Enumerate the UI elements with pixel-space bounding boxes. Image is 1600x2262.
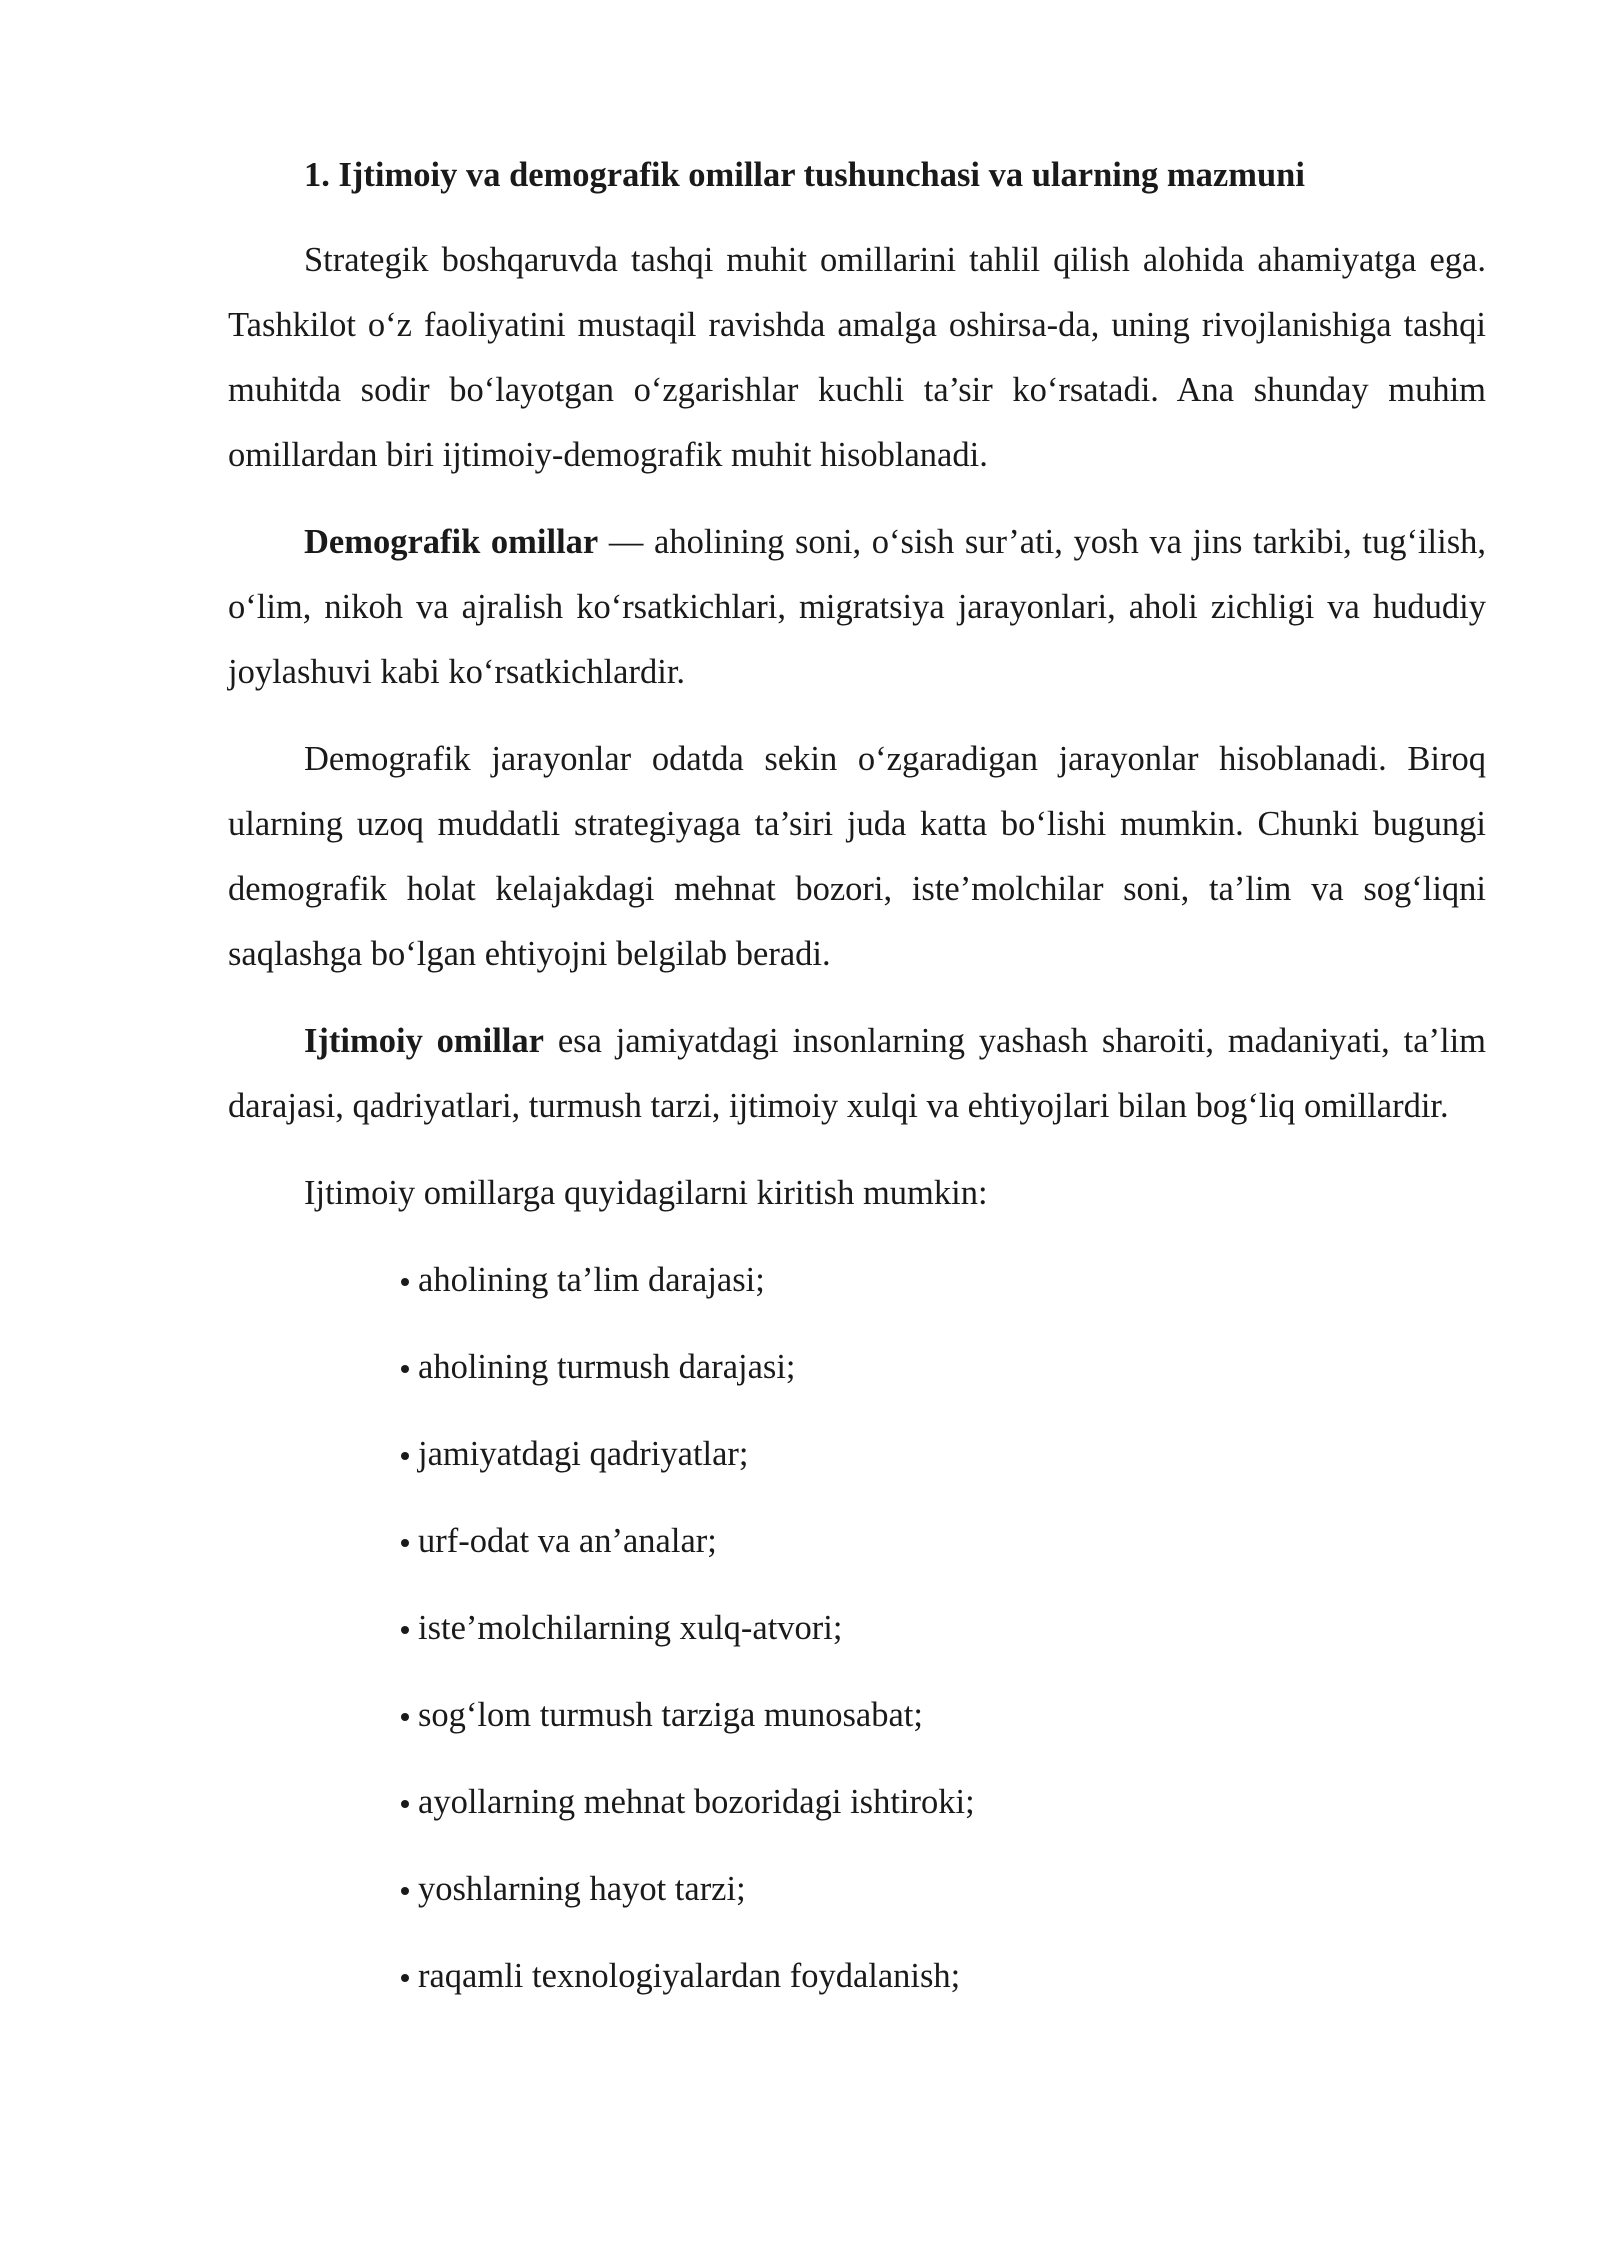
bullet-icon xyxy=(401,1974,409,1982)
paragraph-demographic-processes: Demografik jarayonlar odatda sekin o‘zgaradigan jarayonlar hisoblanadi. Biroq ularning uzoq muddatli strategiyaga ta’siri juda katta bo‘lishi mumkin. Chunki bugungi demografik holat kelajakdagi mehnat bozori, iste’molchilar soni, ta’lim va sog‘liqni saqlashga bo‘lgan ehtiyojni belgilab beradi. xyxy=(228,740,1486,973)
list-item xyxy=(398,1248,1486,1313)
list-item xyxy=(398,1857,1486,1922)
list-item xyxy=(398,1944,1486,2009)
bullet-icon xyxy=(401,1626,409,1634)
paragraph-intro: Strategik boshqaruvda tashqi muhit omillarini tahlil qilish alohida ahamiyatga ega. Tashkilot o‘z faoliyatini mustaqil ravishda amalga oshirsa-da, uning rivojlanishiga tashqi muhitda sodir bo‘layotgan o‘zgarishlar kuchli ta’sir ko‘rsatadi. Ana shunday muhim omillardan biri ijtimoiy-demografik muhit hisoblanadi. xyxy=(228,241,1486,474)
list-item-text: aholining turmush darajasi; xyxy=(418,1348,796,1386)
list-item-text: urf-odat va an’analar; xyxy=(418,1522,717,1560)
list-item xyxy=(398,1335,1486,1400)
list-item xyxy=(398,1422,1486,1487)
list-item xyxy=(398,1770,1486,1835)
page-content xyxy=(228,148,1486,2031)
bullet-icon xyxy=(401,1887,409,1895)
list-intro: Ijtimoiy omillarga quyidagilarni kiritish mumkin: xyxy=(304,1174,988,1212)
term-demographic-factors: Demografik omillar xyxy=(304,523,599,561)
list-item-text: aholining ta’lim darajasi; xyxy=(418,1261,765,1299)
bullet-icon xyxy=(401,1539,409,1547)
list-item-text: yoshlarning hayot tarzi; xyxy=(418,1870,746,1908)
list-item xyxy=(398,1509,1486,1574)
list-item-text: iste’molchilarning xulq-atvori; xyxy=(418,1609,843,1647)
list-item-text: ayollarning mehnat bozoridagi ishtiroki; xyxy=(418,1783,975,1821)
definition-demographic-factors: — aholining soni, o‘sish sur’ati, yosh va jins tarkibi, tug‘ilish, o‘lim, nikoh va ajralish ko‘rsatkichlari, migratsiya jarayonlari, aholi zichligi va hududiy joylashuvi kabi ko‘rsatkichlardir. xyxy=(228,523,1486,691)
paragraph-social-factors xyxy=(228,1009,1486,1139)
section-heading: 1. Ijtimoiy va demografik omillar tushunchasi va ularning mazmuni xyxy=(304,156,1305,194)
social-factors-list xyxy=(228,1248,1486,2009)
bullet-icon xyxy=(401,1452,409,1460)
list-item-text: raqamli texnologiyalardan foydalanish; xyxy=(418,1957,961,1995)
definition-social-factors: esa jamiyatdagi insonlarning yashash sharoiti, madaniyati, ta’lim darajasi, qadriyatlari, turmush tarzi, ijtimoiy xulqi va ehtiyojlari bilan bog‘liq omillardir. xyxy=(228,1022,1487,1125)
list-item xyxy=(398,1596,1486,1661)
bullet-icon xyxy=(401,1800,409,1808)
list-item-text: jamiyatdagi qadriyatlar; xyxy=(418,1435,749,1473)
list-item xyxy=(398,1683,1486,1748)
bullet-icon xyxy=(401,1278,409,1286)
paragraph-demographic-factors xyxy=(228,510,1486,705)
list-item-text: sog‘lom turmush tarziga munosabat; xyxy=(418,1696,923,1734)
bullet-icon xyxy=(401,1365,409,1373)
bullet-icon xyxy=(401,1713,409,1721)
term-social-factors: Ijtimoiy omillar xyxy=(304,1022,544,1060)
